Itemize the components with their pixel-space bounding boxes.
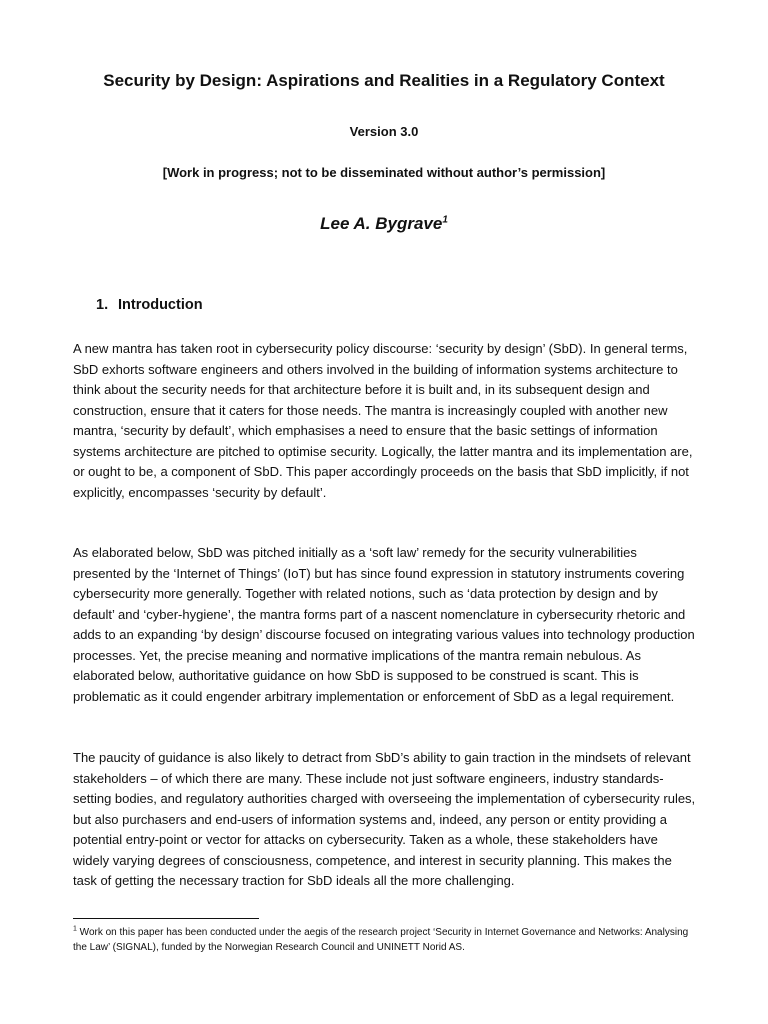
section-heading	[96, 295, 203, 315]
footnote-marker: 1	[73, 925, 77, 933]
paragraph-2: As elaborated below, SbD was pitched initially as a ‘soft law’ remedy for the security vulnerabilities presented by the ‘Internet of Things’ (IoT) but has since found expression in statutory instruments covering cybersecurity more generally. Together with related notions, such as ‘data protection by design and by default’ and ‘cyber-hygiene’, the mantra forms part of a nascent nomenclature in cybersecurity rhetoric and adds to an expanding ‘by design’ discourse focused on integrating various values into technology production processes. Yet, the precise meaning and normative implications of the mantra remain nebulous. As elaborated below, authoritative guidance on how SbD is supposed to be construed is scant. This is problematic as it could engender arbitrary implementation or enforcement of SbD as a legal requirement.	[73, 545, 695, 704]
footnote-text: Work on this paper has been conducted under the aegis of the research project ‘Security in Internet Governance and Networks: Analysing the Law’ (SIGNAL), funded by the Norwegian Research Council and UNINETT Norid AS.	[73, 927, 689, 953]
author-name: Lee A. Bygrave	[320, 214, 443, 233]
distribution-notice: [Work in progress; not to be disseminated without author’s permission]	[162, 165, 606, 180]
version-label: Version 3.0	[349, 124, 419, 139]
section-number: 1.	[96, 297, 109, 313]
paragraph-1: A new mantra has taken root in cybersecurity policy discourse: ‘security by design’ (SbD). In general terms, SbD exhorts software engineers and others involved in the building of information systems architecture to think about the security needs for that architecture before it is built and, in its subsequent design and construction, ensure that it caters for those needs. The mantra is increasingly coupled with another new mantra, ‘security by default’, which emphasises a need to ensure that the basic settings of information systems architecture are pitched to optimise security. Logically, the latter mantra and its implementation are, or ought to be, a component of SbD. This paper accordingly proceeds on the basis that SbD implicitly, if not explicitly, encompasses ‘security by default’.	[73, 341, 693, 500]
document-title: Security by Design: Aspirations and Realities in a Regulatory Context	[103, 71, 665, 90]
author-line	[0, 212, 768, 236]
paragraph-3: The paucity of guidance is also likely to detract from SbD’s ability to gain traction in the mindsets of relevant stakeholders – of which there are many. These include not just software engineers, industry standards-setting bodies, and regulatory authorities charged with overseeing the implementation of cybersecurity rules, but also purchasers and end-users of information systems and, indeed, any person or entity providing a potential entry-point or vector for attacks on cybersecurity. Taken as a whole, these stakeholders have widely varying degrees of consciousness, competence, and interest in security planning. This makes the task of getting the necessary traction for SbD ideals all the more challenging.	[73, 750, 696, 888]
footnote-separator	[73, 918, 259, 919]
footnote	[73, 925, 703, 955]
section-title: Introduction	[118, 297, 203, 313]
author-footnote-marker[interactable]: 1	[442, 214, 448, 226]
